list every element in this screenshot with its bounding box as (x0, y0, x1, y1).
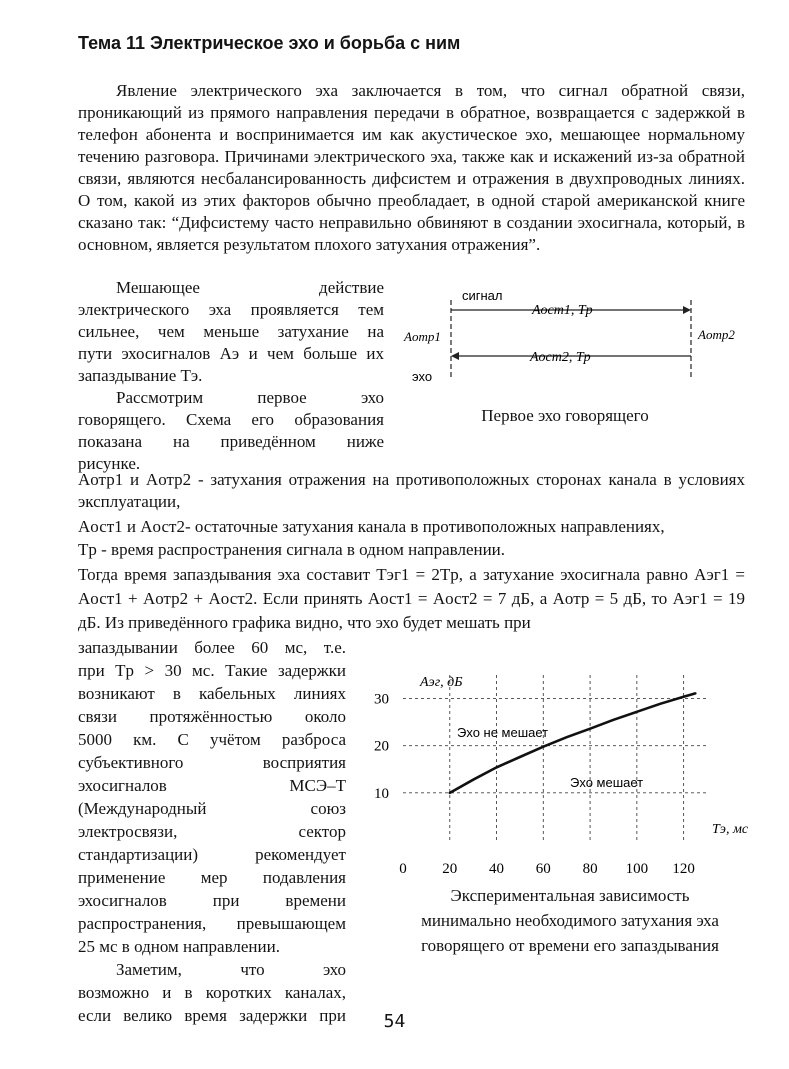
text-line: пути эхосигналов Aэ и чем больше их (78, 344, 384, 363)
text-line: связи протяжённостью около (78, 707, 346, 726)
y-tick-label: 20 (374, 738, 389, 755)
caption-line: говорящего от времени его запаздывания (421, 936, 719, 955)
attenuation-chart (365, 655, 755, 885)
figure2-caption (385, 883, 755, 958)
echo-scheme-figure (400, 280, 740, 390)
definition-1: Aотр1 и Aотр2 - затухания отражения на противоположных сторонах канала в условиях эксплуатации, (78, 470, 745, 511)
x-axis-label: Tэ, мс (712, 822, 749, 837)
definition-3: Tр - время распространения сигнала в одном направлении. (78, 540, 506, 559)
y-tick-labels (374, 692, 389, 802)
y-tick-label: 10 (374, 785, 389, 802)
text-line: распространения, превышающем (78, 914, 346, 933)
chart-grid (403, 675, 707, 840)
x-tick-label: 120 (672, 861, 695, 877)
text-line: при Tр > 30 мс. Такие задержки (78, 661, 346, 680)
text-line: Мешающее действие (116, 278, 384, 297)
text-line: стандартизации) рекомендует (78, 845, 346, 864)
a-otr1-label: Aотр1 (404, 329, 441, 344)
caption-line: минимально необходимого затухания эха (421, 911, 719, 930)
text-line: возможно и в коротких каналах, (78, 983, 346, 1002)
text-line: говорящего. Схема его образования (78, 410, 384, 429)
x-tick-label: 100 (625, 861, 649, 877)
text-line: запаздывание Tэ. (78, 366, 203, 385)
text-line: электросвязи, сектор (78, 822, 346, 841)
figure1-caption: Первое эхо говорящего (481, 406, 649, 425)
x-tick-label: 0 (399, 861, 407, 877)
x-tick-label: 40 (489, 861, 505, 877)
signal-label: сигнал (462, 288, 503, 303)
formula-paragraph: Тогда время запаздывания эха составит Tэг1 = 2Tр, а затухание эхосигнала равно Aэг1 = Aост1 + Aотр2 + Aост2. Если принять Aост1 = Aост2 = 7 дБ, а Aотр = 5 дБ, то Aэг1 = 19 дБ. Из приведённого графика видно, что эхо будет мешать при (78, 565, 745, 632)
text-line: субъективного восприятия (78, 753, 346, 772)
text-line: рисунке. (78, 454, 141, 473)
annotation-no-interference: Эхо не мешает (457, 725, 549, 740)
forward-label: Aост1, Tр (532, 303, 593, 318)
text-line: возникают в кабельных линиях (78, 684, 346, 703)
caption-line: Экспериментальная зависимость (450, 886, 690, 905)
text-line: (Международный союз (78, 799, 346, 818)
annotation-interference: Эхо мешает (570, 775, 644, 790)
text-line: Рассмотрим первое эхо (116, 388, 384, 407)
text-line: показана на приведённом ниже (78, 432, 384, 451)
page-number: 54 (383, 1011, 406, 1032)
x-tick-labels (399, 861, 695, 877)
intro-paragraph: Явление электрического эха заключается в том, что сигнал обратной связи, проникающий из прямого направления передачи в обратное, возвращается с задержкой в телефон абонента и воспринимается им как акустическое эхо, мешающее нормальному течению разговора. Причинами электрического эха, также как и искажений из-за обратной связи, являются несбалансированность дифсистем и отражения в двухпроводных линиях. О том, какой из этих факторов обычно преобладает, в одной старой американской книге сказано так: “Дифсистему часто неправильно обвиняют в создании эхосигнала, который, в основном, является результатом плохого затухания отражения”. (78, 81, 745, 254)
definition-2: Aост1 и Aост2- остаточные затухания канала в противоположных направлениях, (78, 517, 665, 536)
text-line: 5000 км. С учётом разброса (78, 730, 346, 749)
backward-label: Aост2, Tр (530, 350, 591, 365)
a-otr2-label: Aотр2 (698, 327, 735, 342)
y-axis-label: Aэг, дБ (420, 675, 463, 690)
text-line: Заметим, что эхо (116, 960, 346, 979)
text-line: применение мер подавления (78, 868, 346, 887)
x-tick-label: 60 (535, 861, 551, 877)
y-tick-label: 30 (374, 691, 389, 708)
page-title: Тема 11 Электрическое эхо и борьба с ним (78, 33, 461, 53)
text-line: сильнее, чем меньше затухание на (78, 322, 384, 341)
x-tick-label: 20 (442, 861, 458, 877)
text-line: запаздывании более 60 мс, т.е. (78, 638, 346, 657)
x-tick-label: 80 (582, 861, 598, 877)
text-line: электрического эха проявляется тем (78, 300, 384, 319)
text-line: если велико время задержки при (78, 1006, 346, 1025)
text-line: 25 мс в одном направлении. (78, 937, 280, 956)
text-line: эхосигналов МСЭ–Т (78, 776, 346, 795)
echo-label: эхо (412, 369, 433, 384)
text-line: эхосигналов при времени (78, 891, 346, 910)
